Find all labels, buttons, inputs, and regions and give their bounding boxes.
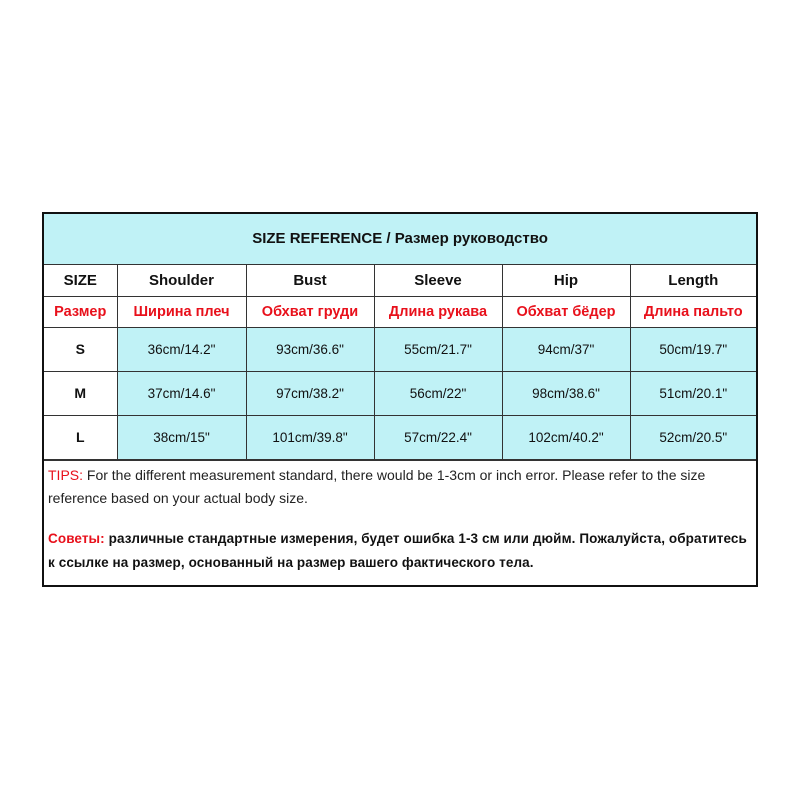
- size-table: [44, 214, 756, 460]
- notes-section: [44, 460, 756, 585]
- table-title-row: [44, 214, 756, 264]
- table-row: [44, 415, 756, 459]
- cell-sleeve: 55cm/21.7": [374, 327, 502, 371]
- cell-hip: 94cm/37": [502, 327, 630, 371]
- cell-length: 52cm/20.5": [630, 415, 756, 459]
- table-title: SIZE REFERENCE / Размер руководство: [44, 214, 756, 264]
- cell-bust: 101cm/39.8": [246, 415, 374, 459]
- header-ru-hip: Обхват бёдер: [502, 296, 630, 327]
- header-ru-bust: Обхват груди: [246, 296, 374, 327]
- cell-bust: 97cm/38.2": [246, 371, 374, 415]
- cell-sleeve: 56cm/22": [374, 371, 502, 415]
- header-bust: Bust: [246, 264, 374, 296]
- header-length: Length: [630, 264, 756, 296]
- tips-label: TIPS:: [48, 466, 84, 483]
- tips-text: For the different measurement standard, there would be 1-3cm or inch error. Please refer to the size reference based on your actual body size.: [48, 466, 706, 506]
- cell-shoulder: 38cm/15": [117, 415, 246, 459]
- cell-sleeve: 57cm/22.4": [374, 415, 502, 459]
- size-label: L: [44, 415, 117, 459]
- header-ru-length: Длина пальто: [630, 296, 756, 327]
- tips-ru-paragraph: [48, 527, 752, 575]
- cell-length: 50cm/19.7": [630, 327, 756, 371]
- size-label: M: [44, 371, 117, 415]
- cell-shoulder: 36cm/14.2": [117, 327, 246, 371]
- table-row: [44, 371, 756, 415]
- header-ru-sleeve: Длина рукава: [374, 296, 502, 327]
- table-row: [44, 327, 756, 371]
- cell-hip: 102cm/40.2": [502, 415, 630, 459]
- tips-ru-text: различные стандартные измерения, будет ошибка 1-3 см или дюйм. Пожалуйста, обратитесь к ссылке на размер, основанный на размер вашего фактического тела.: [48, 530, 747, 570]
- size-label: S: [44, 327, 117, 371]
- cell-hip: 98cm/38.6": [502, 371, 630, 415]
- header-row-english: [44, 264, 756, 296]
- tips-ru-label: Советы:: [48, 530, 105, 546]
- header-row-russian: [44, 296, 756, 327]
- header-hip: Hip: [502, 264, 630, 296]
- header-ru-size: Размер: [44, 296, 117, 327]
- cell-bust: 93cm/36.6": [246, 327, 374, 371]
- tips-paragraph: [48, 464, 752, 510]
- cell-length: 51cm/20.1": [630, 371, 756, 415]
- header-sleeve: Sleeve: [374, 264, 502, 296]
- header-ru-shoulder: Ширина плеч: [117, 296, 246, 327]
- header-size: SIZE: [44, 264, 117, 296]
- size-reference-chart: [42, 212, 758, 587]
- header-shoulder: Shoulder: [117, 264, 246, 296]
- cell-shoulder: 37cm/14.6": [117, 371, 246, 415]
